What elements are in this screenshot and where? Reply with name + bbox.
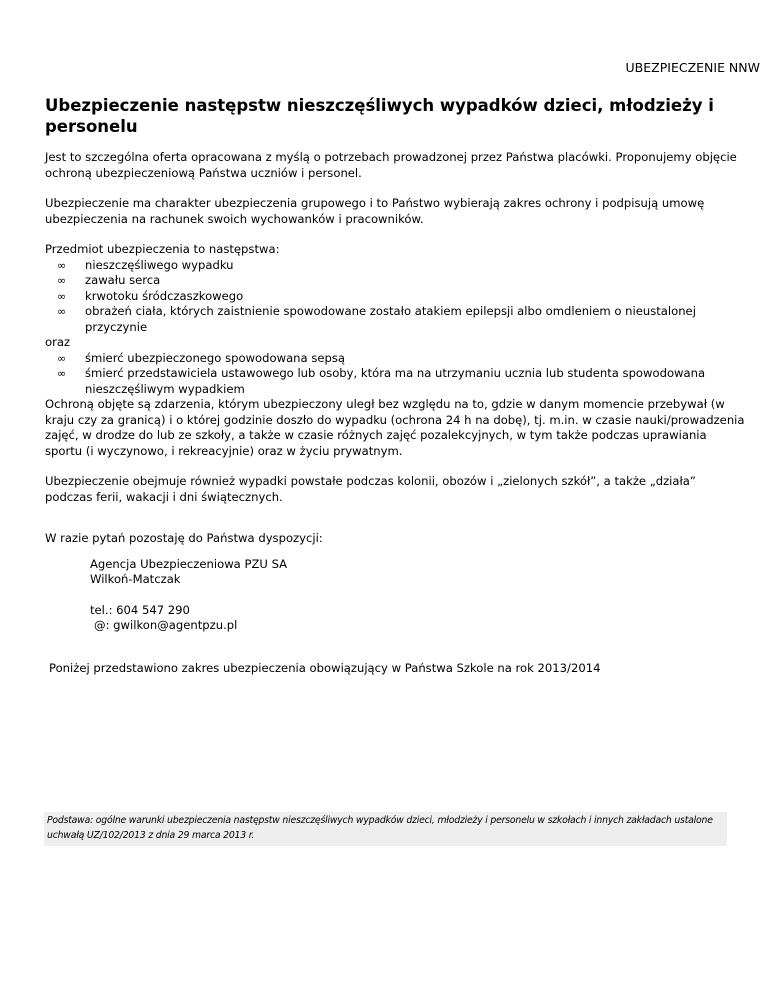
contact-phone: tel.: 604 547 290 <box>90 602 190 617</box>
infinity-bullet-icon: ∞ <box>57 367 67 380</box>
infinity-bullet-icon: ∞ <box>57 305 67 318</box>
list-item <box>45 273 745 289</box>
scope-note: Poniżej przedstawiono zakres ubezpieczenia obowiązujący w Państwa Szkole na rok 2013/2014 <box>49 661 601 675</box>
list-item-text: obrażeń ciała, których zaistnienie spowodowane zostało atakiem epilepsji albo omdleniem o nieustalonej przyczynie <box>85 304 696 334</box>
list-item-text: śmierć przedstawiciela ustawowego lub osoby, która ma na utrzymaniu ucznia lub studenta spowodowana nieszczęśliwym wypadkiem <box>85 366 713 396</box>
holidays-paragraph: Ubezpieczenie obejmuje również wypadki powstałe podczas kolonii, obozów i „zielonych szkół”, a także „działa” podczas ferii, wakacji i dni świątecznych. <box>45 474 696 504</box>
infinity-bullet-icon: ∞ <box>57 258 67 272</box>
contact-agency: Agencja Ubezpieczeniowa PZU SA <box>90 556 288 571</box>
document-body <box>45 150 745 648</box>
footnote: Podstawa: ogólne warunki ubezpieczenia następstw nieszczęśliwych wypadków dzieci, młodzieży i personelu w szkołach i innych zakładach ustalone uchwałą UZ/102/2013 z dnia 29 marca 2013 r. <box>44 812 727 846</box>
list-item <box>45 258 745 274</box>
list-connector: oraz <box>45 335 71 349</box>
list-item <box>45 351 745 367</box>
subject-list-title: Przedmiot ubezpieczenia to następstwa: <box>45 242 280 256</box>
subject-list <box>45 258 745 336</box>
document-header-label: UBEZPIECZENIE NNW <box>625 60 760 75</box>
infinity-bullet-icon: ∞ <box>57 289 67 303</box>
list-item <box>45 366 745 397</box>
list-item-text: nieszczęśliwego wypadku <box>85 257 234 272</box>
extra-subject-list <box>45 351 745 398</box>
group-insurance-paragraph: Ubezpieczenie ma charakter ubezpieczenia grupowego i to Państwo wybierają zakres ochrony i podpisują umowę ubezpieczenia na rachunek swoich wychowanków i pracowników. <box>45 196 705 226</box>
page-title: Ubezpieczenie następstw nieszczęśliwych wypadków dzieci, młodzieży i personelu <box>45 96 714 136</box>
questions-paragraph: W razie pytań pozostaję do Państwa dyspozycji: <box>45 531 323 545</box>
infinity-bullet-icon: ∞ <box>57 274 67 287</box>
list-item <box>45 289 745 305</box>
contact-name: Wilkoń-Matczak <box>90 572 181 586</box>
intro-paragraph: Jest to szczególna oferta opracowana z myślą o potrzebach prowadzonej przez Państwa placówki. Proponujemy objęcie ochroną ubezpieczeniową Państwa uczniów i personel. <box>45 150 737 180</box>
coverage-paragraph: Ochroną objęte są zdarzenia, którym ubezpieczony uległ bez względu na to, gdzie w danym momencie przebywał (w kraju czy za granicą) i o której godzinie doszło do wypadku (ochrona 24 h na dobę), tj. m.in. w czasie nauki/prowadzenia zajęć, w drodze do lub ze szkoły, a także w czasie różnych zajęć pozalekcyjnych, w tym także podczas uprawiania sportu (i wyczynowo, i rekreacyjnie) oraz w życiu prywatnym. <box>45 397 745 458</box>
infinity-bullet-icon: ∞ <box>57 351 67 365</box>
contact-block <box>45 557 745 634</box>
contact-email: @: gwilkon@agentpzu.pl <box>94 618 238 632</box>
list-item <box>45 304 745 335</box>
list-item-text: krwotoku śródczaszkowego <box>85 288 244 303</box>
insurance-subject-section <box>45 242 745 397</box>
list-item-text: zawału serca <box>85 273 161 287</box>
list-item-text: śmierć ubezpieczonego spowodowana sepsą <box>85 350 345 365</box>
